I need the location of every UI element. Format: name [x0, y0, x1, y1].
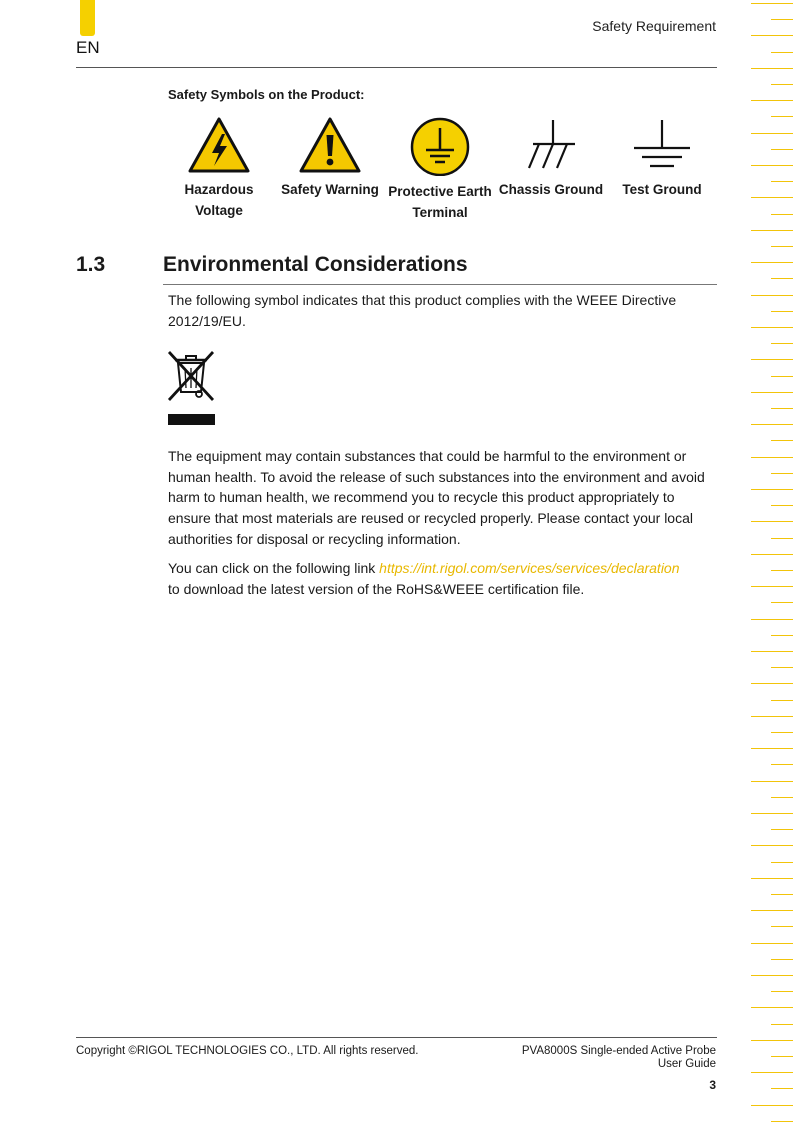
- ruler-tick: [771, 181, 793, 182]
- ruler-tick: [771, 732, 793, 733]
- ruler-tick: [771, 311, 793, 312]
- ruler-tick: [771, 408, 793, 409]
- symbol-hazardous-voltage: [163, 116, 275, 221]
- ruler-tick: [771, 84, 793, 85]
- ruler-tick: [751, 359, 793, 360]
- language-label: EN: [76, 38, 100, 57]
- ruler-tick: [751, 521, 793, 522]
- ruler-tick: [771, 278, 793, 279]
- ruler-tick: [751, 327, 793, 328]
- weee-crossed-bin-icon: [165, 348, 217, 428]
- ruler-tick: [771, 926, 793, 927]
- symbol-chassis-ground: [495, 116, 607, 200]
- ruler-tick: [751, 716, 793, 717]
- certification-link-paragraph: [168, 558, 718, 599]
- page-number: 3: [709, 1078, 716, 1092]
- symbol-label: Safety Warning: [281, 182, 379, 197]
- test-ground-icon: [630, 116, 694, 174]
- product-name: [522, 1045, 716, 1071]
- ruler-tick: [771, 1088, 793, 1089]
- ruler-tick: [751, 489, 793, 490]
- safety-symbols-heading: Safety Symbols on the Product:: [168, 87, 365, 102]
- ruler-tick: [771, 570, 793, 571]
- ruler-tick: [751, 457, 793, 458]
- ruler-tick: [751, 197, 793, 198]
- symbol-safety-warning: [274, 116, 386, 200]
- ruler-tick: [751, 100, 793, 101]
- ruler-tick: [771, 149, 793, 150]
- environment-body-paragraph: The equipment may contain substances that could be harmful to the environment or human health. To avoid the release of such substances into the environment and avoid harm to human health, we recommend you to recycle this product appropriately to ensure that most materials are reused or recycled properly. Please contact your local authorities for disposal or recycling information.: [168, 448, 705, 547]
- ruler-tick: [771, 473, 793, 474]
- ruler-tick: [751, 230, 793, 231]
- ruler-tick: [771, 538, 793, 539]
- symbol-protective-earth: [384, 116, 496, 223]
- footer-divider: [76, 1037, 717, 1038]
- ruler-tick: [751, 748, 793, 749]
- ruler-tick: [751, 1072, 793, 1073]
- ruler-tick: [771, 959, 793, 960]
- ruler-tick: [771, 376, 793, 377]
- header-title: Safety Requirement: [592, 18, 716, 34]
- ruler-tick: [751, 392, 793, 393]
- link-suffix-text: to download the latest version of the RoHS&WEEE certification file.: [168, 580, 585, 597]
- ruler-tick: [771, 246, 793, 247]
- hazardous-voltage-icon: [187, 116, 251, 174]
- ruler-tick: [751, 878, 793, 879]
- language-tab-marker: [80, 0, 95, 36]
- symbol-label: Protective Earth Terminal: [388, 184, 492, 220]
- ruler-tick: [751, 262, 793, 263]
- ruler-tick: [771, 52, 793, 53]
- ruler-tick: [751, 424, 793, 425]
- ruler-tick: [751, 975, 793, 976]
- ruler-tick: [751, 943, 793, 944]
- ruler-tick: [771, 1024, 793, 1025]
- link-prefix-text: You can click on the following link: [168, 560, 380, 576]
- ruler-tick: [751, 586, 793, 587]
- ruler-tick: [751, 68, 793, 69]
- ruler-tick: [771, 116, 793, 117]
- ruler-tick: [751, 845, 793, 846]
- ruler-tick: [771, 797, 793, 798]
- ruler-tick: [771, 829, 793, 830]
- ruler-tick: [771, 19, 793, 20]
- ruler-tick: [771, 343, 793, 344]
- ruler-tick: [751, 910, 793, 911]
- page-ruler: [749, 0, 793, 1122]
- declaration-link[interactable]: https://int.rigol.com/services/services/declaration: [379, 560, 680, 576]
- ruler-tick: [751, 813, 793, 814]
- ruler-tick: [771, 1056, 793, 1057]
- ruler-tick: [771, 764, 793, 765]
- ruler-tick: [771, 700, 793, 701]
- ruler-tick: [751, 3, 793, 4]
- ruler-tick: [771, 894, 793, 895]
- section-title: Environmental Considerations: [163, 253, 468, 276]
- symbol-test-ground: [606, 116, 718, 200]
- ruler-tick: [751, 781, 793, 782]
- ruler-tick: [751, 1040, 793, 1041]
- document-type: User Guide: [657, 1058, 716, 1070]
- symbol-label: Chassis Ground: [498, 182, 604, 197]
- safety-warning-icon: [298, 116, 362, 174]
- product-line: PVA8000S Single-ended Active Probe: [521, 1045, 716, 1057]
- copyright-text: Copyright ©RIGOL TECHNOLOGIES CO., LTD. All rights reserved.: [76, 1045, 419, 1057]
- ruler-tick: [751, 295, 793, 296]
- ruler-tick: [771, 991, 793, 992]
- symbol-label: Test Ground: [622, 182, 702, 197]
- chassis-ground-icon: [519, 116, 583, 174]
- ruler-tick: [751, 1105, 793, 1106]
- weee-intro-paragraph: The following symbol indicates that this product complies with the WEEE Directive 2012/19/EU.: [168, 292, 677, 329]
- section-divider: [163, 284, 717, 285]
- ruler-tick: [771, 667, 793, 668]
- ruler-tick: [771, 635, 793, 636]
- section-number: 1.3: [76, 253, 106, 276]
- ruler-tick: [751, 619, 793, 620]
- protective-earth-icon: [408, 116, 472, 176]
- ruler-tick: [771, 862, 793, 863]
- ruler-tick: [771, 214, 793, 215]
- ruler-tick: [771, 440, 793, 441]
- ruler-tick: [751, 651, 793, 652]
- header-divider: [76, 67, 717, 68]
- ruler-tick: [771, 602, 793, 603]
- ruler-tick: [751, 165, 793, 166]
- ruler-tick: [751, 554, 793, 555]
- ruler-tick: [751, 683, 793, 684]
- ruler-tick: [751, 35, 793, 36]
- ruler-tick: [751, 1007, 793, 1008]
- ruler-tick: [751, 133, 793, 134]
- symbol-label: Hazardous Voltage: [184, 182, 254, 218]
- ruler-tick: [771, 505, 793, 506]
